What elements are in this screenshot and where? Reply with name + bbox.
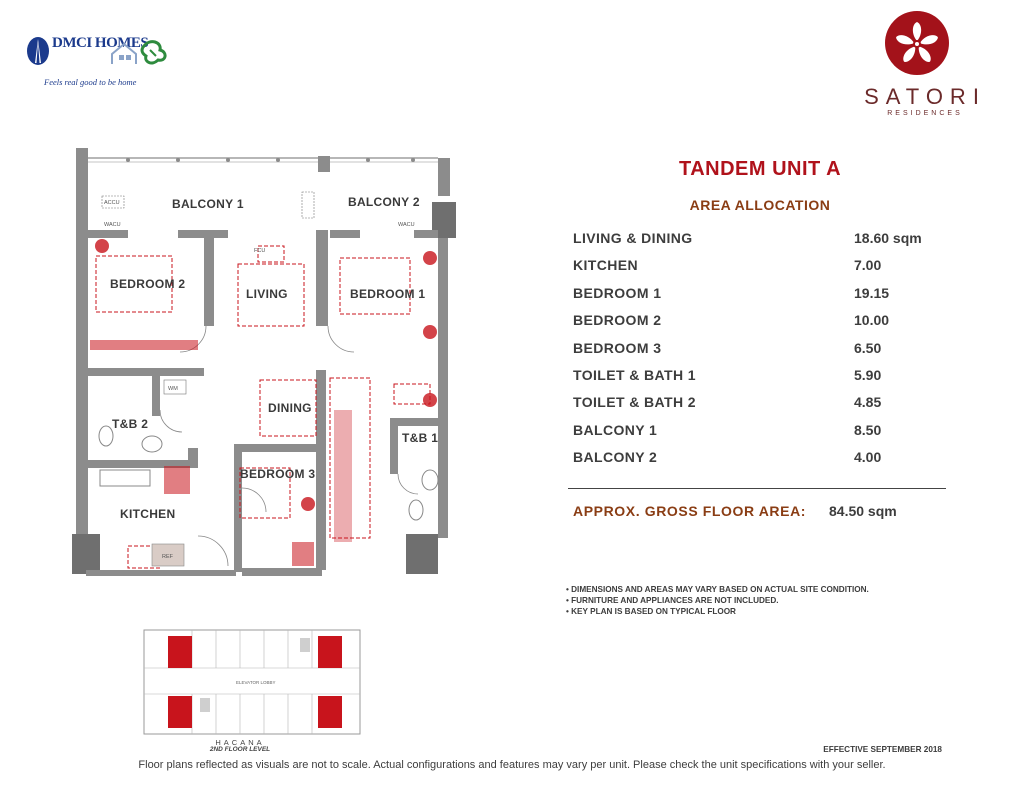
dmci-name: DMCI HOMES [52,35,149,51]
note-item: • KEY PLAN IS BASED ON TYPICAL FLOOR [566,607,736,616]
area-name: TOILET & BATH 1 [573,366,696,383]
area-allocation-table [573,228,973,475]
disclaimer: Floor plans reflected as visuals are not to scale. Actual configurations and features may vary per unit. Please check the unit specifications with your seller. [138,759,886,771]
area-name: LIVING & DINING [573,230,693,246]
sakura-emblem-icon [884,10,950,76]
satori-subtitle: RESIDENCES [887,110,963,117]
room-label-living: LIVING [246,287,288,301]
area-value: 19.15 [854,284,890,301]
gross-floor-area-label: APPROX. GROSS FLOOR AREA: [573,503,807,519]
dmci-tower-icon [26,36,50,66]
room-label-balcony2: BALCONY 2 [348,195,420,209]
key-plan-floor-level: 2ND FLOOR LEVEL [209,746,271,753]
area-name: BEDROOM 3 [573,339,662,356]
room-label-bedroom2: BEDROOM 2 [110,277,186,291]
area-name: BALCONY 2 [573,449,658,466]
svg-text:REF: REF [162,554,173,560]
satori-name: SATORI [864,84,986,109]
area-row [573,310,973,337]
area-value: 10.00 [854,312,890,329]
dmci-homes-logo [26,36,176,96]
area-value: 5.90 [854,366,882,383]
dmci-tagline: Feels real good to be home [44,77,137,87]
note-item: • DIMENSIONS AND AREAS MAY VARY BASED ON ACTUAL SITE CONDITION. [566,585,869,594]
area-row [573,392,973,419]
area-name: TOILET & BATH 2 [573,394,696,411]
area-name: BEDROOM 1 [573,284,662,301]
area-name: BEDROOM 2 [573,312,662,329]
area-row [573,365,973,392]
room-label-tb2: T&B 2 [112,417,149,431]
area-row [573,338,973,365]
key-plan [140,628,372,740]
area-value: 8.50 [854,421,882,438]
svg-text:FCU: FCU [254,248,266,254]
note-item: • FURNITURE AND APPLIANCES ARE NOT INCLUDED. [566,596,779,605]
balcony-railing [86,158,438,162]
key-plan-building-name: HACANA [215,738,265,747]
area-row [573,283,973,310]
svg-text:WACU: WACU [104,222,121,228]
area-divider [568,488,946,489]
area-value: 7.00 [854,257,882,274]
area-allocation-heading: AREA ALLOCATION [689,197,831,213]
svg-text:WM: WM [168,386,178,392]
svg-text:WACU: WACU [398,222,415,228]
area-name: KITCHEN [573,257,639,274]
floor-plan [68,148,468,608]
room-label-kitchen: KITCHEN [120,507,176,521]
area-value: 4.85 [854,394,882,411]
area-row [573,447,973,474]
area-name: BALCONY 1 [573,421,658,438]
house-icon [110,40,170,66]
notes-list [566,584,869,617]
area-value: 6.50 [854,339,882,356]
unit-title: TANDEM UNIT A [678,158,842,180]
area-row [573,255,973,282]
elevator-lobby-label: ELEVATOR LOBBY [236,680,276,685]
area-row [573,420,973,447]
area-value: 4.00 [854,449,882,466]
room-label-bedroom1: BEDROOM 1 [350,287,426,301]
room-label-dining: DINING [268,401,312,415]
svg-text:ACCU: ACCU [104,200,120,206]
room-label-balcony1: BALCONY 1 [172,197,244,211]
effective-date: EFFECTIVE SEPTEMBER 2018 [823,745,942,754]
room-label-tb1: T&B 1 [402,431,439,445]
room-label-bedroom3: BEDROOM 3 [240,467,316,481]
area-value: 18.60 sqm [854,230,922,246]
gross-floor-area-value: 84.50 sqm [829,503,897,519]
area-row [573,228,973,255]
